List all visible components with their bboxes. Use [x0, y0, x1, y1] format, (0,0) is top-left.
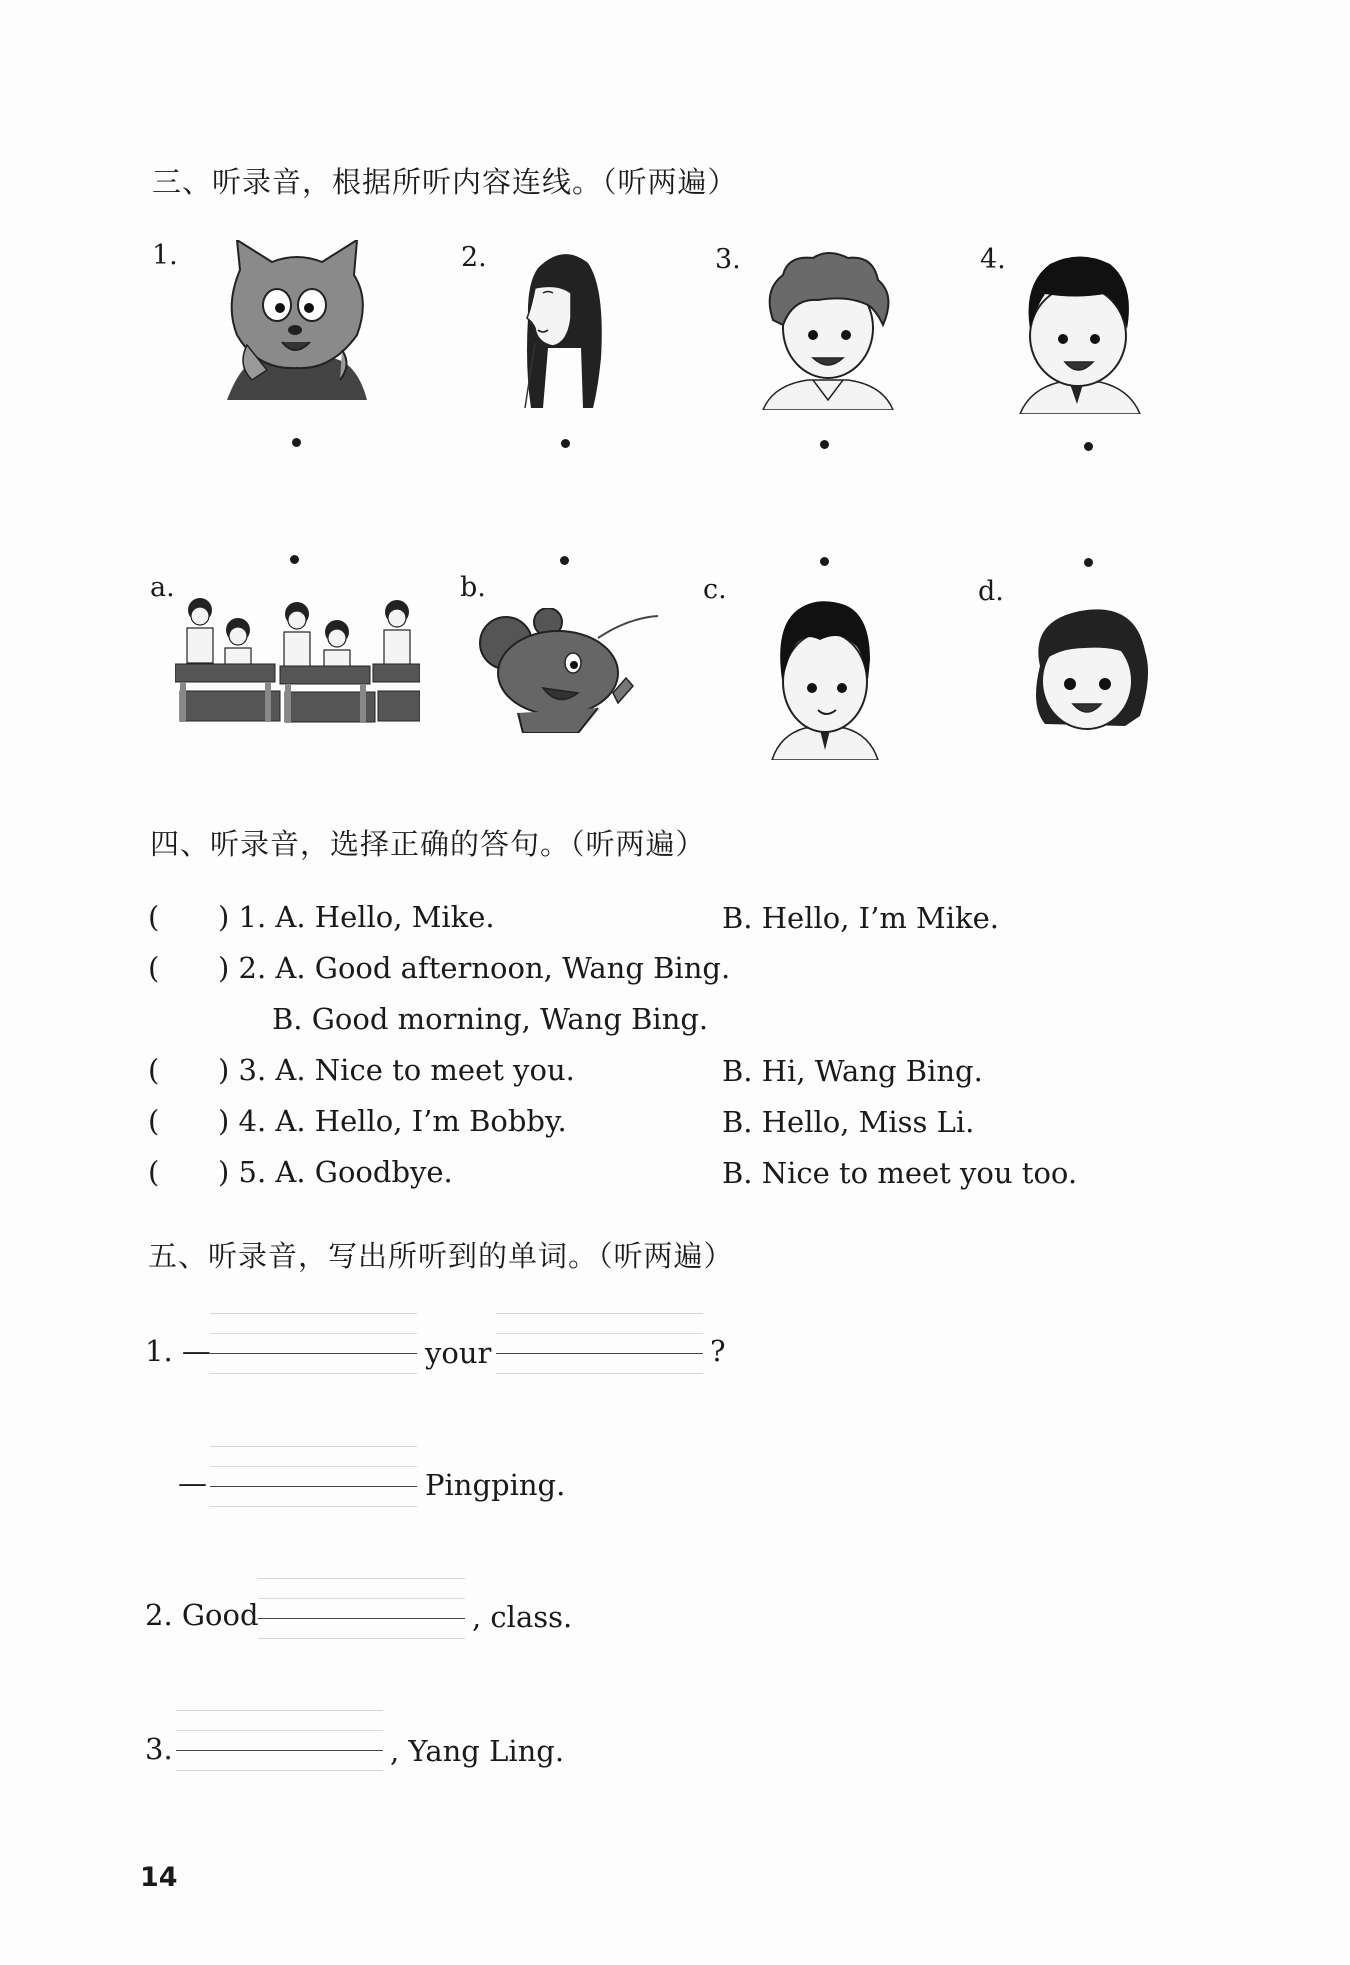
- match-dot-4[interactable]: [1084, 442, 1093, 451]
- match-dot-c[interactable]: [820, 557, 829, 566]
- q2-option-a: ) 2. A. Good afternoon, Wang Bing.: [218, 951, 731, 985]
- s5-q1b-end: Pingping.: [425, 1468, 566, 1502]
- s5-q1-end: ?: [710, 1334, 726, 1368]
- s5-q3-prefix: 3.: [145, 1732, 173, 1766]
- q3-option-a: ) 3. A. Nice to meet you.: [218, 1053, 575, 1087]
- s5-q1-blank-2[interactable]: [496, 1313, 703, 1393]
- item-4-label: 4.: [980, 244, 1006, 275]
- match-dot-3[interactable]: [820, 440, 829, 449]
- girl-icon: [1025, 606, 1155, 741]
- q5-option-a: ) 5. A. Goodbye.: [218, 1155, 453, 1189]
- q3-paren[interactable]: (: [148, 1053, 160, 1087]
- page-number: 14: [140, 1862, 178, 1893]
- s5-q1-mid: your: [425, 1336, 492, 1370]
- q1-option-b: B. Hello, I’m Mike.: [722, 901, 999, 935]
- mouse-icon: [478, 608, 663, 733]
- s5-q2-end: , class.: [472, 1600, 573, 1634]
- q2-paren[interactable]: (: [148, 951, 160, 985]
- item-b-label: b.: [460, 572, 486, 603]
- section4-heading: 四、听录音，选择正确的答句。（听两遍）: [150, 827, 706, 861]
- q4-option-b: B. Hello, Miss Li.: [722, 1105, 975, 1139]
- match-dot-a[interactable]: [290, 555, 299, 564]
- q5-option-b: B. Nice to meet you too.: [722, 1156, 1078, 1190]
- s5-q3-blank[interactable]: [176, 1710, 383, 1790]
- q1-option-a: ) 1. A. Hello, Mike.: [218, 900, 495, 934]
- item-d-label: d.: [978, 576, 1004, 607]
- q4-paren[interactable]: (: [148, 1104, 160, 1138]
- woman-teacher-icon: [513, 248, 613, 408]
- item-a-label: a.: [150, 572, 175, 603]
- section3-heading: 三、听录音，根据所听内容连线。（听两遍）: [152, 165, 738, 199]
- q5-paren[interactable]: (: [148, 1155, 160, 1189]
- q1-paren[interactable]: (: [148, 900, 160, 934]
- item-c-label: c.: [703, 574, 727, 605]
- boy-icon: [1015, 254, 1145, 414]
- section5-heading: 五、听录音，写出所听到的单词。（听两遍）: [148, 1239, 734, 1273]
- s5-q1b-blank[interactable]: [210, 1446, 417, 1526]
- s5-q3-end: , Yang Ling.: [390, 1734, 565, 1768]
- cat-icon: [222, 240, 372, 400]
- match-dot-2[interactable]: [561, 439, 570, 448]
- q4-option-a: ) 4. A. Hello, I’m Bobby.: [218, 1104, 567, 1138]
- match-dot-b[interactable]: [560, 556, 569, 565]
- s5-q1-blank-1[interactable]: [210, 1313, 417, 1393]
- item-1-label: 1.: [152, 240, 178, 271]
- q3-option-b: B. Hi, Wang Bing.: [722, 1054, 983, 1088]
- s5-q1b-prefix: —: [178, 1466, 207, 1500]
- curly-hair-boy-icon: [758, 250, 898, 410]
- item-3-label: 3.: [715, 244, 741, 275]
- s5-q2-prefix: 2. Good: [145, 1598, 259, 1632]
- boy-spiky-hair-icon: [770, 600, 880, 760]
- s5-q2-blank[interactable]: [258, 1578, 465, 1658]
- match-dot-1[interactable]: [292, 438, 301, 447]
- match-dot-d[interactable]: [1084, 558, 1093, 567]
- q2-option-b: B. Good morning, Wang Bing.: [272, 1002, 709, 1036]
- classroom-students-icon: [175, 596, 420, 726]
- s5-q1-prefix: 1. —: [145, 1334, 211, 1368]
- item-2-label: 2.: [461, 242, 487, 273]
